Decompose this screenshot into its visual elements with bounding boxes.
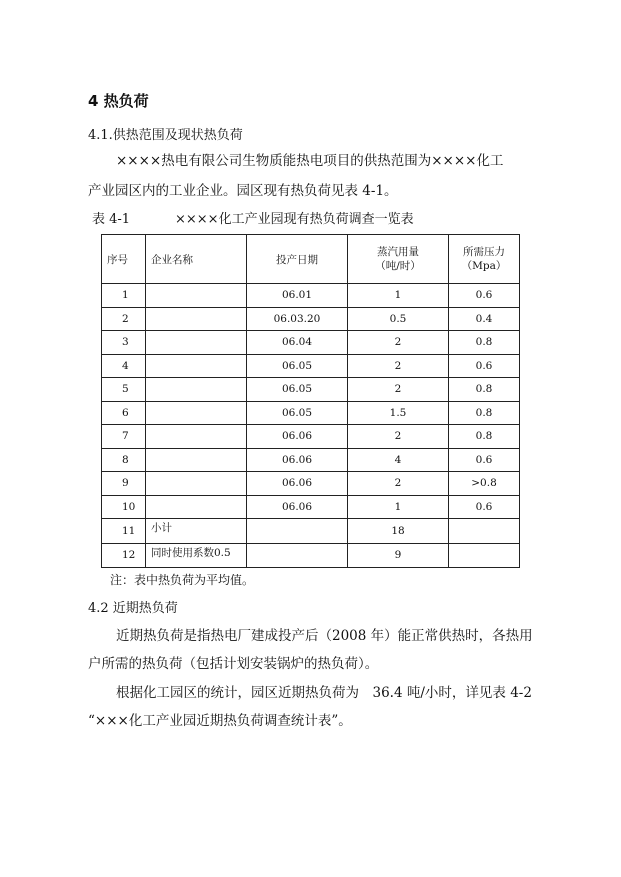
header-seq: 序号 xyxy=(102,235,146,284)
cell-name xyxy=(146,448,247,472)
table-row xyxy=(102,331,520,355)
table-row xyxy=(102,495,520,519)
table-row xyxy=(102,378,520,402)
header-commission-date: 投产日期 xyxy=(247,235,348,284)
cell-pressure xyxy=(449,543,520,568)
cell-steam: 18 xyxy=(348,519,449,544)
header-steam-line1: 蒸汽用量 xyxy=(377,246,419,258)
cell-name xyxy=(146,331,247,355)
cell-name xyxy=(146,284,247,308)
cell-date: 06.05 xyxy=(247,354,348,378)
cell-seq: 2 xyxy=(102,307,146,331)
cell-seq: 8 xyxy=(102,448,146,472)
cell-seq: 9 xyxy=(102,472,146,496)
cell-seq: 1 xyxy=(102,284,146,308)
cell-seq: 10 xyxy=(102,495,146,519)
table-row xyxy=(102,401,520,425)
cell-seq: 5 xyxy=(102,378,146,402)
cell-name xyxy=(146,378,247,402)
cell-seq: 6 xyxy=(102,401,146,425)
cell-pressure: 0.6 xyxy=(449,354,520,378)
cell-name xyxy=(146,495,247,519)
cell-name xyxy=(146,425,247,449)
cell-steam: 1 xyxy=(348,284,449,308)
cell-steam: 9 xyxy=(348,543,449,568)
cell-seq: 7 xyxy=(102,425,146,449)
section-title: 4 热负荷 xyxy=(88,92,149,110)
cell-steam: 2 xyxy=(348,472,449,496)
cell-date: 06.05 xyxy=(247,401,348,425)
cell-steam: 2 xyxy=(348,425,449,449)
cell-date: 06.06 xyxy=(247,425,348,449)
table-caption-number: 表 4-1 xyxy=(92,212,131,227)
cell-name xyxy=(146,307,247,331)
cell-date: 06.06 xyxy=(247,495,348,519)
table-row xyxy=(102,354,520,378)
heat-load-table xyxy=(101,234,520,568)
cell-name xyxy=(146,401,247,425)
cell-date: 06.06 xyxy=(247,472,348,496)
table-row xyxy=(102,284,520,308)
header-pressure-line2: （Mpa） xyxy=(461,260,507,272)
header-pressure-line1: 所需压力 xyxy=(463,246,505,258)
header-company-name: 企业名称 xyxy=(146,235,247,284)
cell-pressure xyxy=(449,519,520,544)
cell-pressure: 0.8 xyxy=(449,401,520,425)
paragraph-4-2-line4: “×××化工产业园近期热负荷调查统计表”。 xyxy=(88,713,352,729)
cell-date: 06.03.20 xyxy=(247,307,348,331)
cell-seq: 3 xyxy=(102,331,146,355)
paragraph-4-2-line1: 近期热负荷是指热电厂建成投产后（2008 年）能正常供热时，各热用 xyxy=(116,628,533,644)
header-pressure xyxy=(449,235,520,284)
table-row xyxy=(102,448,520,472)
cell-date: 06.01 xyxy=(247,284,348,308)
table-caption-title: ××××化工产业园现有热负荷调查一览表 xyxy=(175,212,414,227)
cell-date xyxy=(247,543,348,568)
cell-name xyxy=(146,472,247,496)
cell-name: 同时使用系数0.5 xyxy=(146,543,247,568)
section-4-1-heading: 4.1.供热范围及现状热负荷 xyxy=(88,128,243,143)
cell-pressure: 0.6 xyxy=(449,284,520,308)
paragraph-4-1-line1: ××××热电有限公司生物质能热电项目的供热范围为××××化工 xyxy=(116,153,504,169)
cell-seq: 4 xyxy=(102,354,146,378)
cell-date: 06.04 xyxy=(247,331,348,355)
cell-date xyxy=(247,519,348,544)
cell-name xyxy=(146,354,247,378)
cell-name: 小计 xyxy=(146,519,247,544)
table-row-subtotal xyxy=(102,519,520,544)
table-row xyxy=(102,425,520,449)
table-row-simultaneity xyxy=(102,543,520,568)
cell-seq: 12 xyxy=(102,543,146,568)
paragraph-4-1-line2: 产业园区内的工业企业。园区现有热负荷见表 4-1。 xyxy=(88,183,398,199)
cell-date: 06.05 xyxy=(247,378,348,402)
table-row xyxy=(102,472,520,496)
table-note: 注：表中热负荷为平均值。 xyxy=(110,573,255,587)
paragraph-4-2-line3: 根据化工园区的统计，园区近期热负荷为 36.4 吨/小时，详见表 4-2 xyxy=(116,685,532,701)
cell-pressure: 0.6 xyxy=(449,495,520,519)
cell-steam: 4 xyxy=(348,448,449,472)
cell-pressure: >0.8 xyxy=(449,472,520,496)
header-steam-line2: （吨/时） xyxy=(375,260,421,272)
cell-pressure: 0.4 xyxy=(449,307,520,331)
header-steam-usage xyxy=(348,235,449,284)
cell-pressure: 0.6 xyxy=(449,448,520,472)
cell-steam: 2 xyxy=(348,354,449,378)
cell-steam: 1.5 xyxy=(348,401,449,425)
cell-steam: 0.5 xyxy=(348,307,449,331)
cell-steam: 1 xyxy=(348,495,449,519)
cell-steam: 2 xyxy=(348,378,449,402)
paragraph-4-2-line2: 户所需的热负荷（包括计划安装锅炉的热负荷）。 xyxy=(88,656,379,672)
cell-seq: 11 xyxy=(102,519,146,544)
cell-date: 06.06 xyxy=(247,448,348,472)
cell-pressure: 0.8 xyxy=(449,331,520,355)
section-4-2-heading: 4.2 近期热负荷 xyxy=(88,601,178,616)
table-header-row xyxy=(102,235,520,284)
table-row xyxy=(102,307,520,331)
cell-pressure: 0.8 xyxy=(449,378,520,402)
cell-steam: 2 xyxy=(348,331,449,355)
cell-pressure: 0.8 xyxy=(449,425,520,449)
